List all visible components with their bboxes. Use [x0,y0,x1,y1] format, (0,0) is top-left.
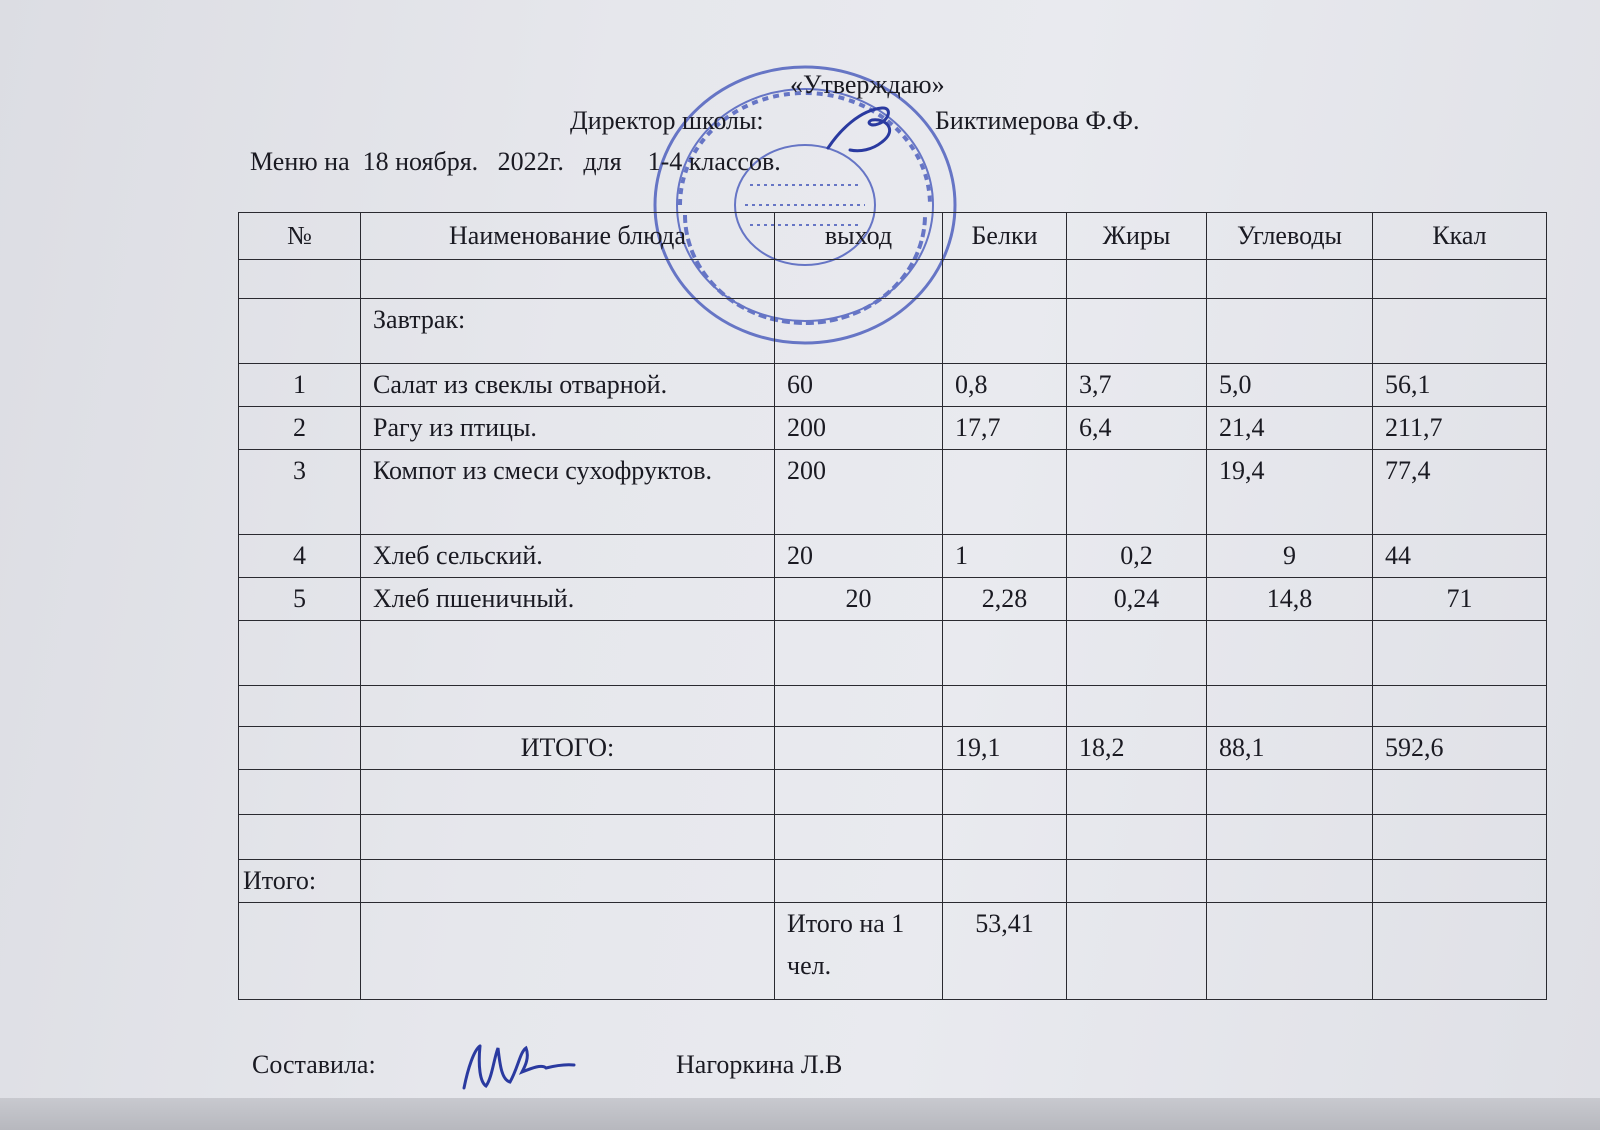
itogo-label: Итого: [239,860,361,903]
dish-name: Салат из свеклы отварной. [361,364,775,407]
dish-output: 200 [775,407,943,450]
dish-carbs: 19,4 [1207,450,1373,535]
approve-heading: «Утверждаю» [790,70,945,99]
dish-kcal: 211,7 [1373,407,1547,450]
table-row [239,364,1547,407]
dish-kcal: 77,4 [1373,450,1547,535]
row-number: 5 [239,578,361,621]
director-name: Биктимерова Ф.Ф. [935,106,1140,135]
table-row-itogo [239,860,1547,903]
col-header-output: выход [775,213,943,260]
col-header-number: № [239,213,361,260]
dish-kcal: 56,1 [1373,364,1547,407]
row-number: 1 [239,364,361,407]
dish-output: 60 [775,364,943,407]
dish-proteins: 17,7 [943,407,1067,450]
table-row [239,578,1547,621]
dish-proteins: 0,8 [943,364,1067,407]
dish-fats: 0,2 [1067,535,1207,578]
menu-table [238,212,1547,1000]
dish-kcal: 71 [1373,578,1547,621]
dish-proteins [943,450,1067,535]
dish-carbs: 5,0 [1207,364,1373,407]
table-row [239,535,1547,578]
dish-output: 20 [775,535,943,578]
col-header-fats: Жиры [1067,213,1207,260]
table-row-empty [239,260,1547,299]
row-number: 4 [239,535,361,578]
table-row-section [239,299,1547,364]
dish-carbs: 21,4 [1207,407,1373,450]
dish-name: Хлеб сельский. [361,535,775,578]
dish-carbs: 14,8 [1207,578,1373,621]
page-edge [0,1098,1600,1130]
dish-output: 200 [775,450,943,535]
dish-fats: 0,24 [1067,578,1207,621]
dish-proteins: 1 [943,535,1067,578]
col-header-dish-name: Наименование блюда [361,213,775,260]
dish-fats [1067,450,1207,535]
table-row-per-person [239,903,1547,1000]
table-row [239,407,1547,450]
col-header-carbs: Углеводы [1207,213,1373,260]
dish-name: Хлеб пшеничный. [361,578,775,621]
dish-output: 20 [775,578,943,621]
dish-fats: 3,7 [1067,364,1207,407]
table-row-empty [239,815,1547,860]
composer-signature [450,1038,580,1094]
table-row-empty [239,686,1547,727]
table-row [239,450,1547,535]
table-row-total [239,727,1547,770]
composed-by-label: Составила: [252,1050,376,1079]
table-row-empty [239,770,1547,815]
total-label: ИТОГО: [361,727,775,770]
total-proteins: 19,1 [943,727,1067,770]
dish-name: Рагу из птицы. [361,407,775,450]
dish-carbs: 9 [1207,535,1373,578]
row-number: 3 [239,450,361,535]
table-header-row [239,213,1547,260]
dish-fats: 6,4 [1067,407,1207,450]
director-label: Директор школы: [570,106,764,135]
dish-proteins: 2,28 [943,578,1067,621]
director-signature [820,100,910,160]
per-person-value: 53,41 [943,903,1067,1000]
total-carbs: 88,1 [1207,727,1373,770]
dish-name: Компот из смеси сухофруктов. [361,450,775,535]
table-row-empty [239,621,1547,686]
col-header-proteins: Белки [943,213,1067,260]
section-label-breakfast: Завтрак: [361,299,775,364]
per-person-label: Итого на 1 чел. [775,903,943,1000]
row-number: 2 [239,407,361,450]
dish-kcal: 44 [1373,535,1547,578]
composer-name: Нагоркина Л.В [676,1050,843,1079]
total-fats: 18,2 [1067,727,1207,770]
col-header-kcal: Ккал [1373,213,1547,260]
total-kcal: 592,6 [1373,727,1547,770]
menu-title: Меню на 18 ноября. 2022г. для 1-4 классов. [250,147,781,176]
